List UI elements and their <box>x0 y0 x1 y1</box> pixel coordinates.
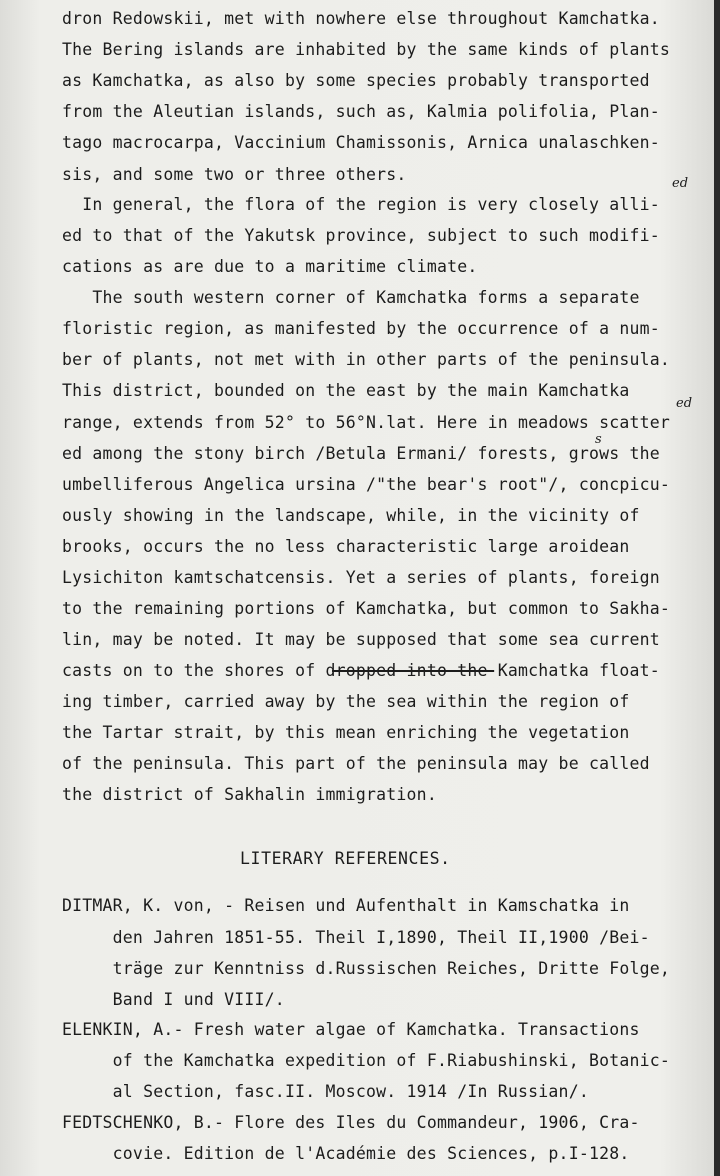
text-line: ing timber, carried away by the sea within the region of <box>62 692 630 711</box>
text-line: sis, and some two or three others. <box>62 165 407 184</box>
text-line: range, extends from 52° to 56°N.lat. Here in meadows scatter <box>62 413 671 432</box>
reference-line: Band I und VIII/. <box>62 990 285 1009</box>
reference-line: FEDTSCHENKO, B.- Flore des Iles du Commandeur, 1906, Cra- <box>62 1113 640 1132</box>
text-line: floristic region, as manifested by the occurrence of a num- <box>62 319 660 338</box>
reference-line: den Jahren 1851-55. Theil I,1890, Theil II,1900 /Bei- <box>62 928 650 947</box>
reference-line: of the Kamchatka expedition of F.Riabushinski, Botanic- <box>62 1051 671 1070</box>
text-line: The south western corner of Kamchatka forms a separate <box>62 288 640 307</box>
handwritten-annotation: ed <box>676 396 693 411</box>
reference-line: covie. Edition de l'Académie des Sciences, p.I-128. <box>62 1144 630 1163</box>
handwritten-annotation: ed <box>672 176 689 191</box>
text-line: This district, bounded on the east by the main Kamchatka <box>62 381 630 400</box>
text-line: umbelliferous Angelica ursina /"the bear's root"/, concpicu- <box>62 475 671 494</box>
page-edge-shadow <box>714 0 720 1176</box>
text-line: The Bering islands are inhabited by the same kinds of plants <box>62 40 671 59</box>
handwritten-annotation: s <box>595 432 602 447</box>
text-line: of the peninsula. This part of the peninsula may be called <box>62 754 650 773</box>
text-line: lin, may be noted. It may be supposed that some sea current <box>62 630 660 649</box>
text-line: from the Aleutian islands, such as, Kalmia polifolia, Plan- <box>62 102 660 121</box>
text-line: the district of Sakhalin immigration. <box>62 785 437 804</box>
strikethrough-phrase <box>332 661 494 681</box>
text-line: the Tartar strait, by this mean enriching the vegetation <box>62 723 630 742</box>
text-line: as Kamchatka, as also by some species probably transported <box>62 71 650 90</box>
section-heading: LITERARY REFERENCES. <box>240 849 451 868</box>
text-line: to the remaining portions of Kamchatka, but common to Sakha- <box>62 599 671 618</box>
text-line: Lysichiton kamtschatcensis. Yet a series of plants, foreign <box>62 568 660 587</box>
text-line: ber of plants, not met with in other parts of the peninsula. <box>62 350 671 369</box>
text-line: tago macrocarpa, Vaccinium Chamissonis, Arnica unalaschken- <box>62 133 660 152</box>
text-line: casts on to the shores of dropped into the Kamchatka float- <box>62 661 660 680</box>
text-line: ed to that of the Yakutsk province, subject to such modifi- <box>62 226 660 245</box>
text-line: dron Redowskii, met with nowhere else throughout Kamchatka. <box>62 9 660 28</box>
text-line: ously showing in the landscape, while, in the vicinity of <box>62 506 640 525</box>
text-line: In general, the flora of the region is very closely alli- <box>62 195 660 214</box>
text-line: brooks, occurs the no less characteristic large aroidean <box>62 537 630 556</box>
reference-line: al Section, fasc.II. Moscow. 1914 /In Russian/. <box>62 1082 589 1101</box>
reference-line: DITMAR, K. von, - Reisen und Aufenthalt in Kamschatka in <box>62 896 630 915</box>
reference-line: ELENKIN, A.- Fresh water algae of Kamchatka. Transactions <box>62 1020 640 1039</box>
text-line: cations as are due to a maritime climate. <box>62 257 478 276</box>
reference-line: träge zur Kenntniss d.Russischen Reiches, Dritte Folge, <box>62 959 671 978</box>
text-line: ed among the stony birch /Betula Ermani/ forests, grows the <box>62 444 660 463</box>
